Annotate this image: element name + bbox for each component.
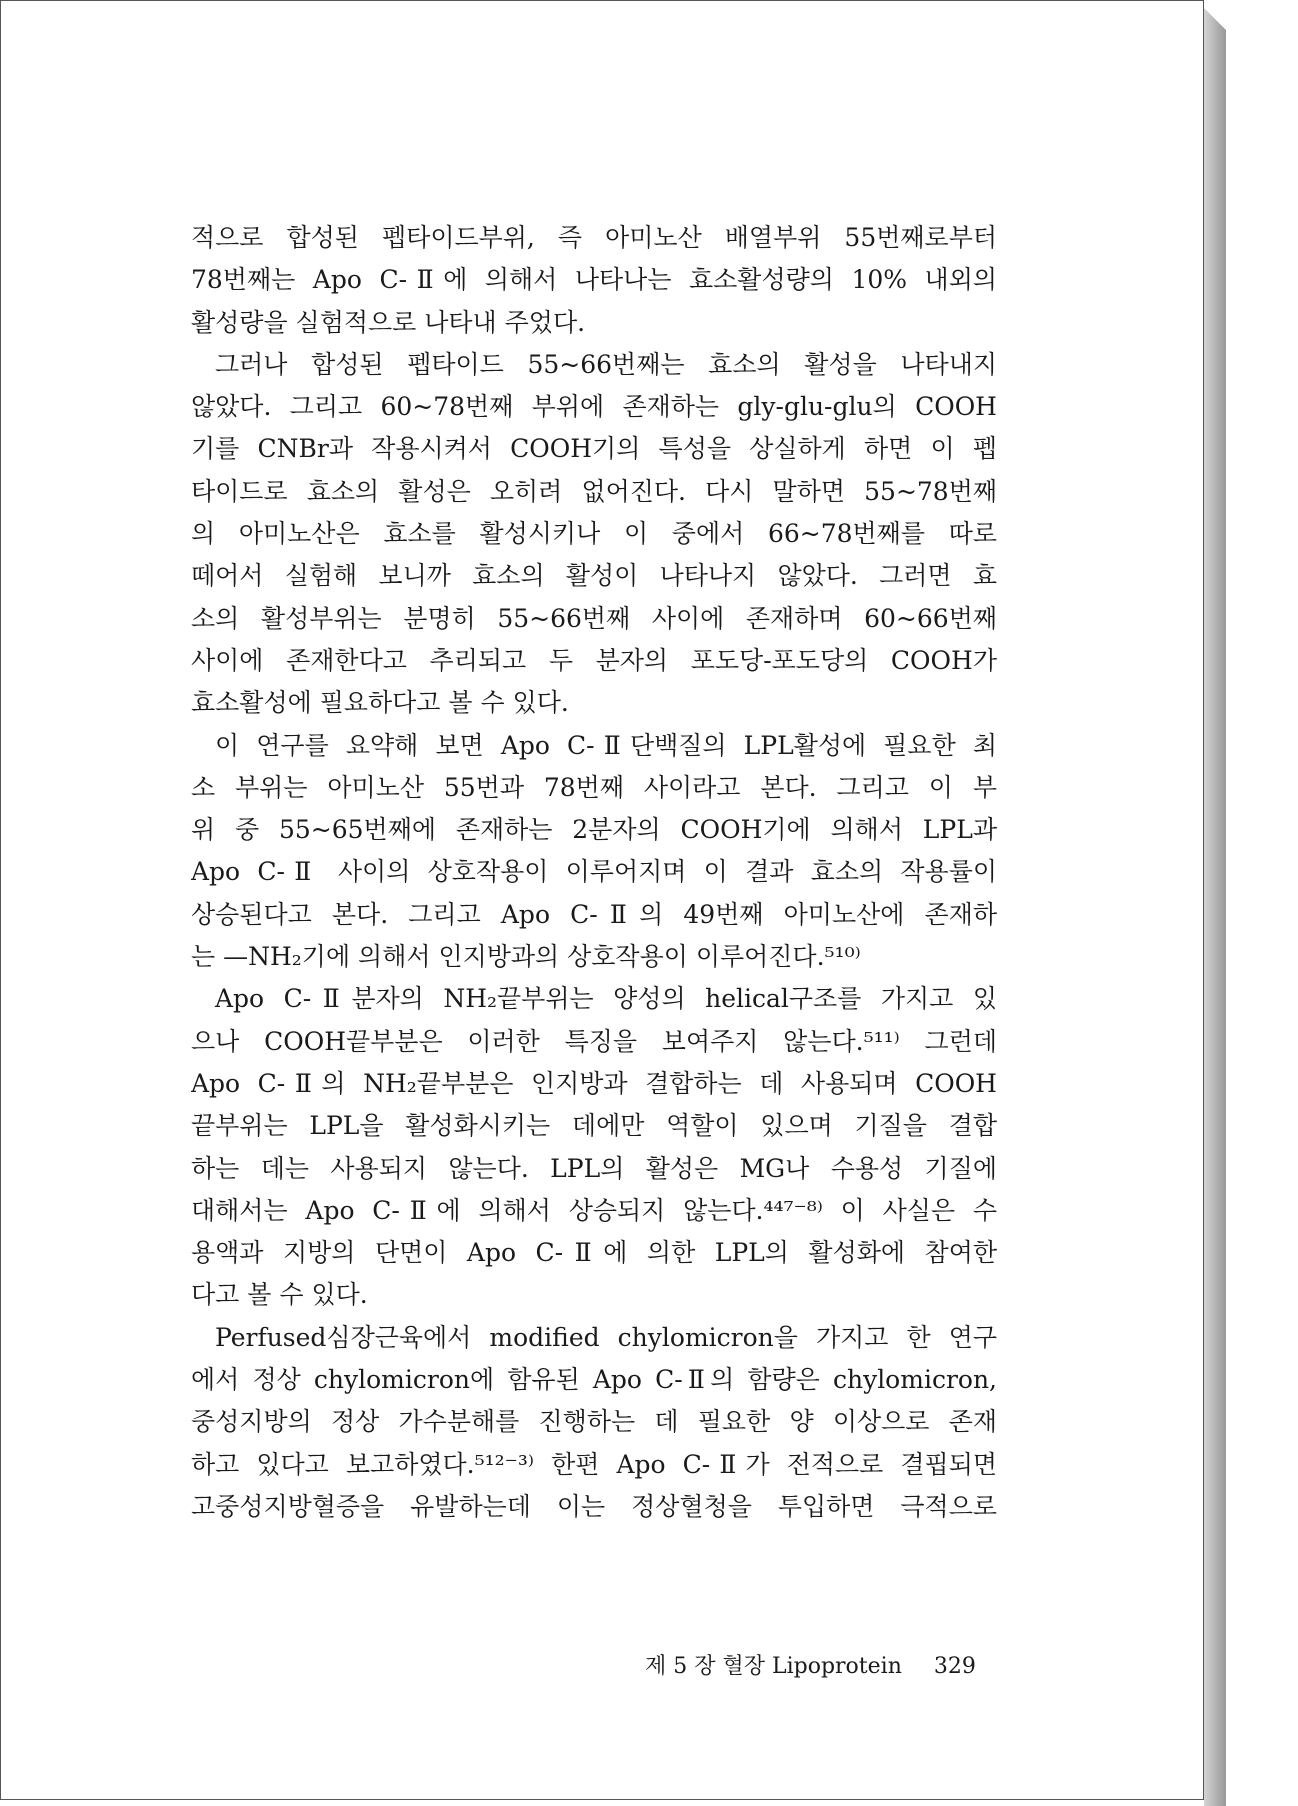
text-line: Apo C-Ⅱ분자의 NH₂끝부위는 양성의 helical구조를 가지고 있 bbox=[215, 984, 997, 1014]
text-line: 적으로 합성된 펩타이드부위, 즉 아미노산 배열부위 55번째로부터 bbox=[191, 223, 997, 252]
page-edge-shadow bbox=[1204, 8, 1226, 1806]
text-line: 이 연구를 요약해 보면 Apo C-Ⅱ단백질의 LPL활성에 필요한 최 bbox=[215, 730, 997, 760]
text-line: 용액과 지방의 단면이 Apo C-Ⅱ에 의한 LPL의 활성화에 참여한 bbox=[191, 1238, 997, 1268]
page-number: 329 bbox=[933, 1654, 976, 1679]
text-line: 의 아미노산은 효소를 활성시키나 이 중에서 66~78번째를 따로 bbox=[191, 519, 997, 549]
text-line: 78번째는 Apo C-Ⅱ에 의해서 나타나는 효소활성량의 10% 내외의 bbox=[191, 265, 997, 295]
text-line: 고중성지방혈증을 유발하는데 이는 정상혈청을 투입하면 극적으로 bbox=[191, 1491, 997, 1521]
text-line: 활성량을 실험적으로 나타내 주었다. bbox=[191, 307, 586, 337]
text-line: 끝부위는 LPL을 활성화시키는 데에만 역할이 있으며 기질을 결합 bbox=[191, 1111, 997, 1141]
text-line: 위 중 55~65번째에 존재하는 2분자의 COOH기에 의해서 LPL과 bbox=[191, 815, 997, 845]
text-line: 그러나 합성된 펩타이드 55~66번째는 효소의 활성을 나타내지 bbox=[215, 349, 997, 379]
text-line: 다고 볼 수 있다. bbox=[191, 1280, 368, 1310]
text-line: 하고 있다고 보고하였다.⁵¹²⁻³⁾ 한편 Apo C-Ⅱ가 전적으로 결핍되면 bbox=[191, 1449, 997, 1479]
text-line: 소의 활성부위는 분명히 55~66번째 사이에 존재하며 60~66번째 bbox=[191, 603, 997, 633]
text-line: 기를 CNBr과 작용시켜서 COOH기의 특성을 상실하게 하면 이 펩 bbox=[191, 434, 997, 464]
text-line: 상승된다고 본다. 그리고 Apo C-Ⅱ의 49번째 아미노산에 존재하 bbox=[191, 899, 997, 929]
text-line: 대해서는 Apo C-Ⅱ에 의해서 상승되지 않는다.⁴⁴⁷⁻⁸⁾ 이 사실은 수 bbox=[191, 1195, 997, 1225]
text-line: 에서 정상 chylomicron에 함유된 Apo C-Ⅱ의 함량은 chylomicron, bbox=[191, 1365, 997, 1395]
body-text bbox=[191, 217, 997, 1528]
running-footer bbox=[645, 1649, 976, 1680]
text-line: Apo C-Ⅱ 사이의 상호작용이 이루어지며 이 결과 효소의 작용률이 bbox=[191, 857, 997, 887]
text-line: 하는 데는 사용되지 않는다. LPL의 활성은 MG나 수용성 기질에 bbox=[191, 1153, 997, 1183]
text-line: Apo C-Ⅱ의 NH₂끝부분은 인지방과 결합하는 데 사용되며 COOH bbox=[191, 1068, 997, 1098]
text-line: 사이에 존재한다고 추리되고 두 분자의 포도당-포도당의 COOH가 bbox=[191, 645, 997, 675]
text-line: 않았다. 그리고 60~78번째 부위에 존재하는 gly-glu-glu의 COOH bbox=[191, 392, 997, 422]
text-line: 으나 COOH끝부분은 이러한 특징을 보여주지 않는다.⁵¹¹⁾ 그런데 bbox=[191, 1026, 997, 1056]
text-line: 소 부위는 아미노산 55번과 78번째 사이라고 본다. 그리고 이 부 bbox=[191, 772, 997, 802]
text-line: 는 —NH₂기에 의해서 인지방과의 상호작용이 이루어진다.⁵¹⁰⁾ bbox=[191, 942, 861, 972]
text-line: 떼어서 실험해 보니까 효소의 활성이 나타나지 않았다. 그러면 효 bbox=[191, 561, 997, 591]
text-line: 효소활성에 필요하다고 볼 수 있다. bbox=[191, 688, 569, 718]
text-line: 중성지방의 정상 가수분해를 진행하는 데 필요한 양 이상으로 존재 bbox=[191, 1407, 997, 1437]
text-line: Perfused심장근육에서 modified chylomicron을 가지고 한 연구 bbox=[215, 1322, 997, 1352]
footer-chapter: 제 5 장 혈장 Lipoprotein bbox=[645, 1654, 902, 1679]
text-line: 타이드로 효소의 활성은 오히려 없어진다. 다시 말하면 55~78번째 bbox=[191, 476, 997, 506]
